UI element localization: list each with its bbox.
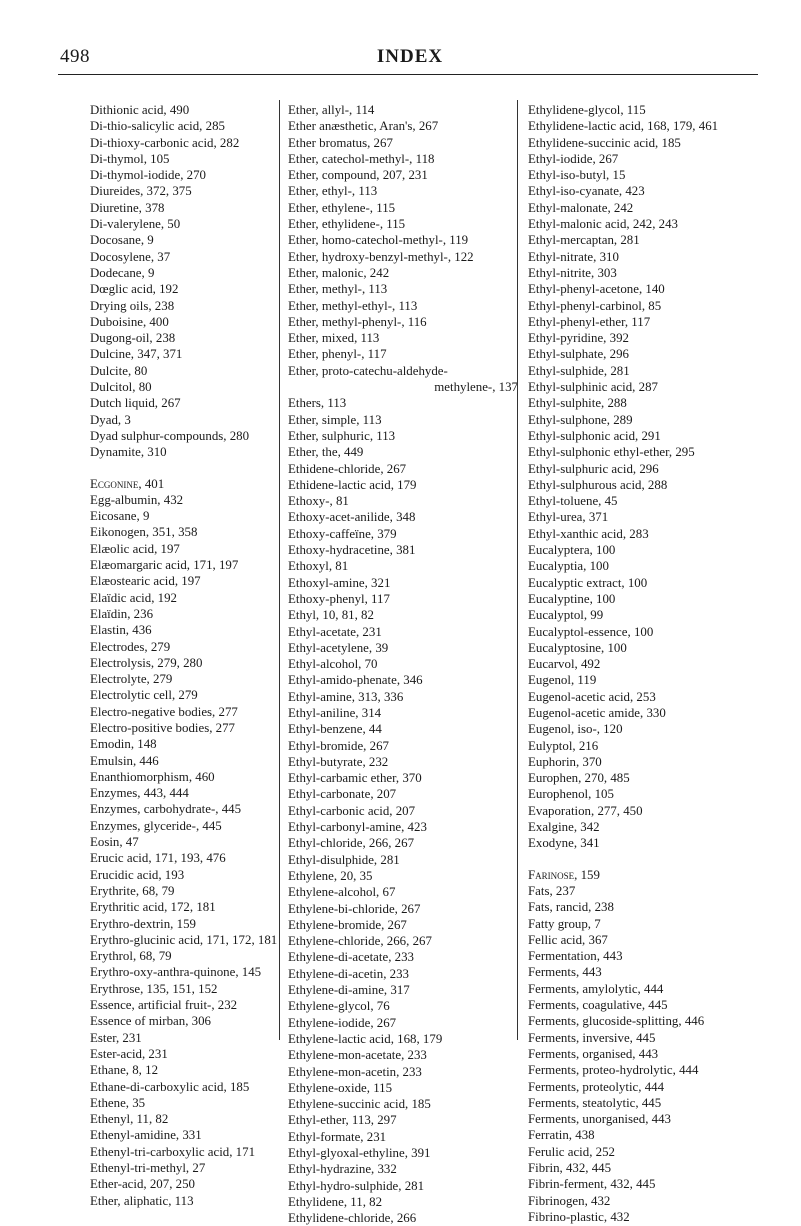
index-entry: Ethyl-xanthic acid, 283 — [528, 526, 649, 541]
index-entry: Fatty group, 7 — [528, 916, 601, 931]
index-entry: Eicosane, 9 — [90, 509, 150, 524]
index-entry: Ethenyl-tri-carboxylic acid, 171 — [90, 1144, 256, 1159]
index-entry: Eucalyptera, 100 — [528, 543, 616, 558]
index-entry: Ethyl-amine, 313, 336 — [288, 689, 404, 704]
index-entry: Fibrin, 432, 445 — [528, 1161, 612, 1175]
index-entry: Ethylidene-lactic acid, 168, 179, 461 — [528, 119, 719, 134]
index-entry: Ethoxy-acet-anilide, 348 — [288, 510, 416, 525]
index-entry: Ethyl-sulphinic acid, 287 — [528, 380, 658, 395]
index-entry: Di-thioxy-carbonic acid, 282 — [90, 135, 240, 150]
index-entry: Eucalyptia, 100 — [528, 559, 609, 574]
index-entry: Ether, ethylidene-, 115 — [288, 217, 406, 232]
running-head: INDEX — [376, 46, 444, 67]
index-entry: Eucarvol, 492 — [528, 657, 601, 672]
index-entry: Elaïdic acid, 192 — [90, 590, 177, 605]
index-entry: Ether, methyl-, 113 — [288, 282, 388, 297]
index-entry: Duboisine, 400 — [90, 314, 169, 329]
index-entry: Ferments, proteolytic, 444 — [528, 1079, 665, 1094]
index-entry: Ethyl-phenyl-carbinol, 85 — [528, 298, 662, 313]
index-entry: Ether, malonic, 242 — [288, 265, 390, 280]
index-entry: Ether, simple, 113 — [288, 412, 382, 427]
index-entry: Electrolyte, 279 — [90, 672, 173, 687]
index-entry: Ether, ethyl-, 113 — [288, 184, 378, 199]
index-entry: Fats, rancid, 238 — [528, 900, 614, 915]
index-entry: Europhenol, 105 — [528, 787, 614, 802]
index-entry: Diureides, 372, 375 — [90, 184, 192, 199]
index-entry: Ethyl-benzene, 44 — [288, 722, 382, 737]
index-entry: Dutch liquid, 267 — [90, 396, 181, 411]
index-entry: Ethylene-bromide, 267 — [288, 917, 407, 932]
index-entry: Erythro-oxy-anthra-quinone, 145 — [90, 965, 262, 980]
index-entry: Eucalyptol-essence, 100 — [528, 624, 654, 639]
index-entry: Ethoxyl, 81 — [288, 559, 349, 574]
index-entry: Ether, the, 449 — [288, 445, 364, 460]
index-entry: Ferments, unorganised, 443 — [528, 1112, 671, 1127]
page-number: 498 — [60, 46, 90, 67]
index-entry: Ether, proto-catechu-aldehyde- — [288, 363, 448, 378]
index-entry: Ethylidene-succinic acid, 185 — [528, 135, 681, 150]
index-entry: Ethyl-iso-cyanate, 423 — [528, 184, 645, 199]
index-entry: Ethylene-alcohol, 67 — [288, 885, 396, 900]
index-entry: Ether, methyl-ethyl-, 113 — [288, 298, 418, 313]
index-entry: Ethers, 113 — [288, 396, 347, 411]
index-entry: Ethyl-mercaptan, 281 — [528, 233, 640, 248]
index-entry: Ethyl-toluene, 45 — [528, 494, 618, 509]
index-entry: Ethyl-iodide, 267 — [528, 151, 619, 166]
index-entry: Emulsin, 446 — [90, 753, 159, 768]
index-entry: Ethyl-sulphite, 288 — [528, 396, 627, 411]
index-entry: Fibrino-plastic, 432 — [528, 1209, 630, 1224]
index-entry: Farinose, 159 — [528, 867, 600, 882]
index-entry: Ether bromatus, 267 — [288, 135, 393, 150]
index-entry: Ethenyl-amidine, 331 — [90, 1128, 202, 1143]
index-entry: Essence of mirban, 306 — [90, 1014, 211, 1029]
index-entry: Elæostearic acid, 197 — [90, 574, 201, 589]
index-entry: Ether, sulphuric, 113 — [288, 428, 396, 443]
index-entry: Ester, 231 — [90, 1030, 142, 1045]
index-entry: Ferments, glucoside-splitting, 446 — [528, 1014, 705, 1029]
index-entry: Ecgonine, 401 — [90, 476, 165, 491]
index-entry: Diuretine, 378 — [90, 200, 165, 215]
index-entry: Eugenol, iso-, 120 — [528, 722, 623, 737]
index-entry: Electro-negative bodies, 277 — [90, 704, 238, 719]
index-entry: Ethylidene-chloride, 266 — [288, 1211, 417, 1226]
index-entry: Eugenol, 119 — [528, 673, 597, 688]
index-entry: Ethylene-mon-acetate, 233 — [288, 1048, 427, 1063]
index-entry: Erucic acid, 171, 193, 476 — [90, 851, 226, 866]
index-entry: Ether, homo-catechol-methyl-, 119 — [288, 233, 469, 248]
index-entry: Ethyl-nitrate, 310 — [528, 249, 619, 264]
index-entry: Drying oils, 238 — [90, 298, 175, 313]
index-entry: Dugong-oil, 238 — [90, 331, 176, 346]
index-entry: Fibrin-ferment, 432, 445 — [528, 1177, 656, 1192]
index-entry: Ethyl-glyoxal-ethyline, 391 — [288, 1146, 431, 1160]
index-entry: Eugenol-acetic amide, 330 — [528, 705, 666, 720]
index-entry: Ethyl-malonate, 242 — [528, 200, 634, 215]
index-entry: Ethylene-di-amine, 317 — [288, 983, 410, 998]
index-entry: Ethyl-ether, 113, 297 — [288, 1113, 397, 1128]
index-entry: Ethylene-chloride, 266, 267 — [288, 934, 432, 949]
index-entry: Elæolic acid, 197 — [90, 541, 180, 556]
index-entry: Ethylene-iodide, 267 — [288, 1015, 397, 1030]
index-entry: Ethane, 8, 12 — [90, 1063, 159, 1078]
index-entry: Ferulic acid, 252 — [528, 1144, 615, 1159]
index-entry: Ethyl-hydro-sulphide, 281 — [288, 1178, 425, 1193]
index-entry: Ethyl-acetylene, 39 — [288, 640, 389, 655]
index-entry: Ether anæsthetic, Aran's, 267 — [288, 119, 439, 134]
index-entry: Ethidene-lactic acid, 179 — [288, 477, 417, 492]
index-entry: Fibrinogen, 432 — [528, 1193, 611, 1208]
index-entry: Ethyl-sulphate, 296 — [528, 347, 629, 362]
index-entry: Dyad sulphur-compounds, 280 — [90, 428, 250, 443]
index-entry: Ethoxy-phenyl, 117 — [288, 591, 390, 606]
index-entry: Dyad, 3 — [90, 412, 131, 427]
index-entry: Ethyl-urea, 371 — [528, 510, 609, 525]
index-entry: Dœglic acid, 192 — [90, 282, 179, 297]
index-entry: Ether, aliphatic, 113 — [90, 1193, 194, 1208]
index-entry: Ethylene-glycol, 76 — [288, 999, 390, 1014]
index-entry: Ethyl-carbonyl-amine, 423 — [288, 820, 427, 835]
index-entry: Ether, methyl-phenyl-, 116 — [288, 314, 427, 329]
index-entry: Egg-albumin, 432 — [90, 492, 184, 507]
index-entry: Erythro-dextrin, 159 — [90, 916, 196, 931]
index-entry: Ether, phenyl-, 117 — [288, 347, 387, 362]
index-entry: Ether, compound, 207, 231 — [288, 168, 428, 183]
index-entry: Enzymes, 443, 444 — [90, 786, 189, 801]
index-entry: Ethylene-mon-acetin, 233 — [288, 1064, 422, 1079]
index-entry: Ethyl-sulphonic acid, 291 — [528, 428, 661, 443]
index-entry: Ethyl-formate, 231 — [288, 1129, 387, 1144]
index-entry: Di-valerylene, 50 — [90, 217, 181, 232]
index-column-1 — [90, 102, 280, 1209]
index-entry: Enzymes, glyceride-, 445 — [90, 818, 222, 833]
index-entry: Di-thymol, 105 — [90, 151, 170, 166]
index-entry: Ethylene-bi-chloride, 267 — [288, 901, 421, 916]
index-entry: Fats, 237 — [528, 883, 576, 898]
index-entry: Ferments, proteo-hydrolytic, 444 — [528, 1063, 699, 1078]
index-entry: Electrolytic cell, 279 — [90, 688, 198, 703]
index-entry: Ethyl-sulphonic ethyl-ether, 295 — [528, 445, 695, 460]
index-entry: Ethylene-di-acetate, 233 — [288, 950, 414, 965]
index-entry: Dodecane, 9 — [90, 265, 155, 280]
index-entry: Ethyl-acetate, 231 — [288, 624, 382, 639]
index-entry: Ethylene-oxide, 115 — [288, 1080, 393, 1095]
index-entry: Ethoxy-hydracetine, 381 — [288, 543, 416, 558]
index-entry: Fellic acid, 367 — [528, 932, 608, 947]
index-entry: Eulyptol, 216 — [528, 738, 599, 753]
index-entry: Ethyl-alcohol, 70 — [288, 657, 378, 672]
index-entry: Ferments, inversive, 445 — [528, 1030, 656, 1045]
index-entry: Ether, ethylene-, 115 — [288, 200, 396, 215]
index-entry: Ethyl-sulphone, 289 — [528, 412, 633, 427]
index-column-3 — [528, 102, 790, 1225]
index-entry: Ether, mixed, 113 — [288, 331, 380, 346]
index-entry: Ethyl-disulphide, 281 — [288, 852, 400, 867]
index-entry: Ester-acid, 231 — [90, 1046, 168, 1061]
index-entry: Di-thymol-iodide, 270 — [90, 168, 207, 183]
index-entry: Erythrol, 68, 79 — [90, 949, 172, 964]
index-entry: Ethoxyl-amine, 321 — [288, 575, 391, 590]
index-entry: Electrodes, 279 — [90, 639, 171, 654]
index-entry: Dulcite, 80 — [90, 363, 148, 378]
index-entry: Enzymes, carbohydrate-, 445 — [90, 802, 242, 817]
index-entry: Ether, hydroxy-benzyl-methyl-, 122 — [288, 249, 474, 264]
index-entry: Ether-acid, 207, 250 — [90, 1177, 195, 1192]
index-entry: Ethyl-phenyl-acetone, 140 — [528, 282, 665, 297]
index-entry: Erythrose, 135, 151, 152 — [90, 981, 218, 996]
index-entry: Exodyne, 341 — [528, 836, 600, 851]
index-entry: Dulcitol, 80 — [90, 380, 152, 395]
index-entry: Eosin, 47 — [90, 835, 139, 850]
index-entry: Electro-positive bodies, 277 — [90, 720, 235, 735]
index-entry: Ethyl-hydrazine, 332 — [288, 1162, 397, 1177]
index-entry: Ethylene-di-acetin, 233 — [288, 966, 409, 981]
index-entry: Ethylene-lactic acid, 168, 179 — [288, 1031, 443, 1046]
index-entry: Ether, allyl-, 114 — [288, 103, 375, 117]
index-entry: Ferments, steatolytic, 445 — [528, 1095, 662, 1110]
index-entry: Ferments, coagulative, 445 — [528, 998, 668, 1013]
index-entry: Dynamite, 310 — [90, 445, 167, 460]
index-entry: Ethyl-nitrite, 303 — [528, 265, 617, 280]
index-entry: Ethylidene, 11, 82 — [288, 1194, 383, 1209]
index-entry: Ethidene-chloride, 267 — [288, 461, 407, 476]
index-entry: Erythrite, 68, 79 — [90, 883, 175, 898]
index-entry: Erucidic acid, 193 — [90, 867, 185, 882]
index-entry: Emodin, 148 — [90, 737, 157, 752]
page-header — [60, 46, 760, 70]
index-entry: Fermentation, 443 — [528, 949, 623, 964]
index-entry: Exalgine, 342 — [528, 820, 600, 835]
index-entry: Eucalyptosine, 100 — [528, 640, 627, 655]
index-entry: Ethylene-succinic acid, 185 — [288, 1097, 431, 1112]
index-entry: Ethenyl-tri-methyl, 27 — [90, 1161, 206, 1175]
index-entry: Ethyl-carbonic acid, 207 — [288, 803, 416, 818]
index-entry: Ferments, organised, 443 — [528, 1046, 659, 1061]
index-entry: Euphorin, 370 — [528, 754, 602, 769]
index-entry: Ethenyl, 11, 82 — [90, 1112, 169, 1127]
index-entry: Ethyl-phenyl-ether, 117 — [528, 314, 651, 329]
index-entry: Ethyl-amido-phenate, 346 — [288, 673, 423, 688]
index-entry: Ethyl-sulphurous acid, 288 — [528, 477, 668, 492]
header-rule — [58, 74, 758, 75]
index-entry: Enanthiomorphism, 460 — [90, 769, 215, 784]
index-entry: Ethyl-butyrate, 232 — [288, 754, 389, 769]
index-entry: Docosylene, 37 — [90, 249, 171, 264]
index-entry: Elæomargaric acid, 171, 197 — [90, 558, 239, 573]
index-entry: Elaïdin, 236 — [90, 606, 154, 621]
index-entry: Europhen, 270, 485 — [528, 771, 630, 786]
index-entry: Ethyl-iso-butyl, 15 — [528, 168, 626, 183]
index-entry: Erythritic acid, 172, 181 — [90, 900, 216, 915]
index-entry: Ethyl-chloride, 266, 267 — [288, 836, 415, 851]
index-entry: Ethane-di-carboxylic acid, 185 — [90, 1079, 250, 1094]
index-entry: Essence, artificial fruit-, 232 — [90, 998, 238, 1013]
index-entry: Ethyl-aniline, 314 — [288, 705, 382, 720]
index-entry: Ether, catechol-methyl-, 118 — [288, 151, 435, 166]
index-entry: Eucalyptine, 100 — [528, 591, 616, 606]
index-entry: Ethylidene-glycol, 115 — [528, 103, 646, 117]
column-divider — [517, 100, 518, 1040]
index-entry: methylene-, 137 — [434, 380, 518, 395]
index-entry: Ethyl-carbonate, 207 — [288, 787, 397, 802]
index-entry: Ethoxy-, 81 — [288, 494, 349, 509]
index-entry: Ethyl-bromide, 267 — [288, 738, 389, 753]
index-entry: Ethene, 35 — [90, 1095, 146, 1110]
index-entry: Dulcine, 347, 371 — [90, 347, 183, 362]
index-entry: Ethyl-malonic acid, 242, 243 — [528, 217, 678, 232]
index-entry: Eikonogen, 351, 358 — [90, 525, 198, 540]
index-entry: Eucalyptol, 99 — [528, 608, 604, 623]
index-entry: Ferratin, 438 — [528, 1128, 595, 1143]
index-entry: Di-thio-salicylic acid, 285 — [90, 119, 225, 134]
index-entry: Electrolysis, 279, 280 — [90, 655, 203, 670]
index-entry: Ethyl-sulphuric acid, 296 — [528, 461, 659, 476]
index-column-2 — [288, 102, 518, 1226]
index-entry: Eucalyptic extract, 100 — [528, 575, 648, 590]
index-entry: Erythro-glucinic acid, 171, 172, 181 — [90, 932, 278, 947]
index-entry: Ethyl-pyridine, 392 — [528, 331, 629, 346]
index-entry: Eugenol-acetic acid, 253 — [528, 689, 656, 704]
index-entry: Ethyl-carbamic ether, 370 — [288, 771, 422, 786]
index-entry: Ferments, 443 — [528, 965, 602, 980]
index-entry: Ethylene, 20, 35 — [288, 868, 373, 883]
index-entry: Ferments, amylolytic, 444 — [528, 981, 664, 996]
index-entry: Ethoxy-caffeïne, 379 — [288, 526, 397, 541]
index-entry: Ethyl-sulphide, 281 — [528, 363, 630, 378]
index-entry: Evaporation, 277, 450 — [528, 803, 643, 818]
index-entry: Ethyl, 10, 81, 82 — [288, 608, 374, 623]
index-entry: Elastin, 436 — [90, 623, 152, 638]
index-entry: Docosane, 9 — [90, 233, 154, 248]
index-entry: Dithionic acid, 490 — [90, 103, 190, 117]
column-divider — [279, 100, 280, 1040]
